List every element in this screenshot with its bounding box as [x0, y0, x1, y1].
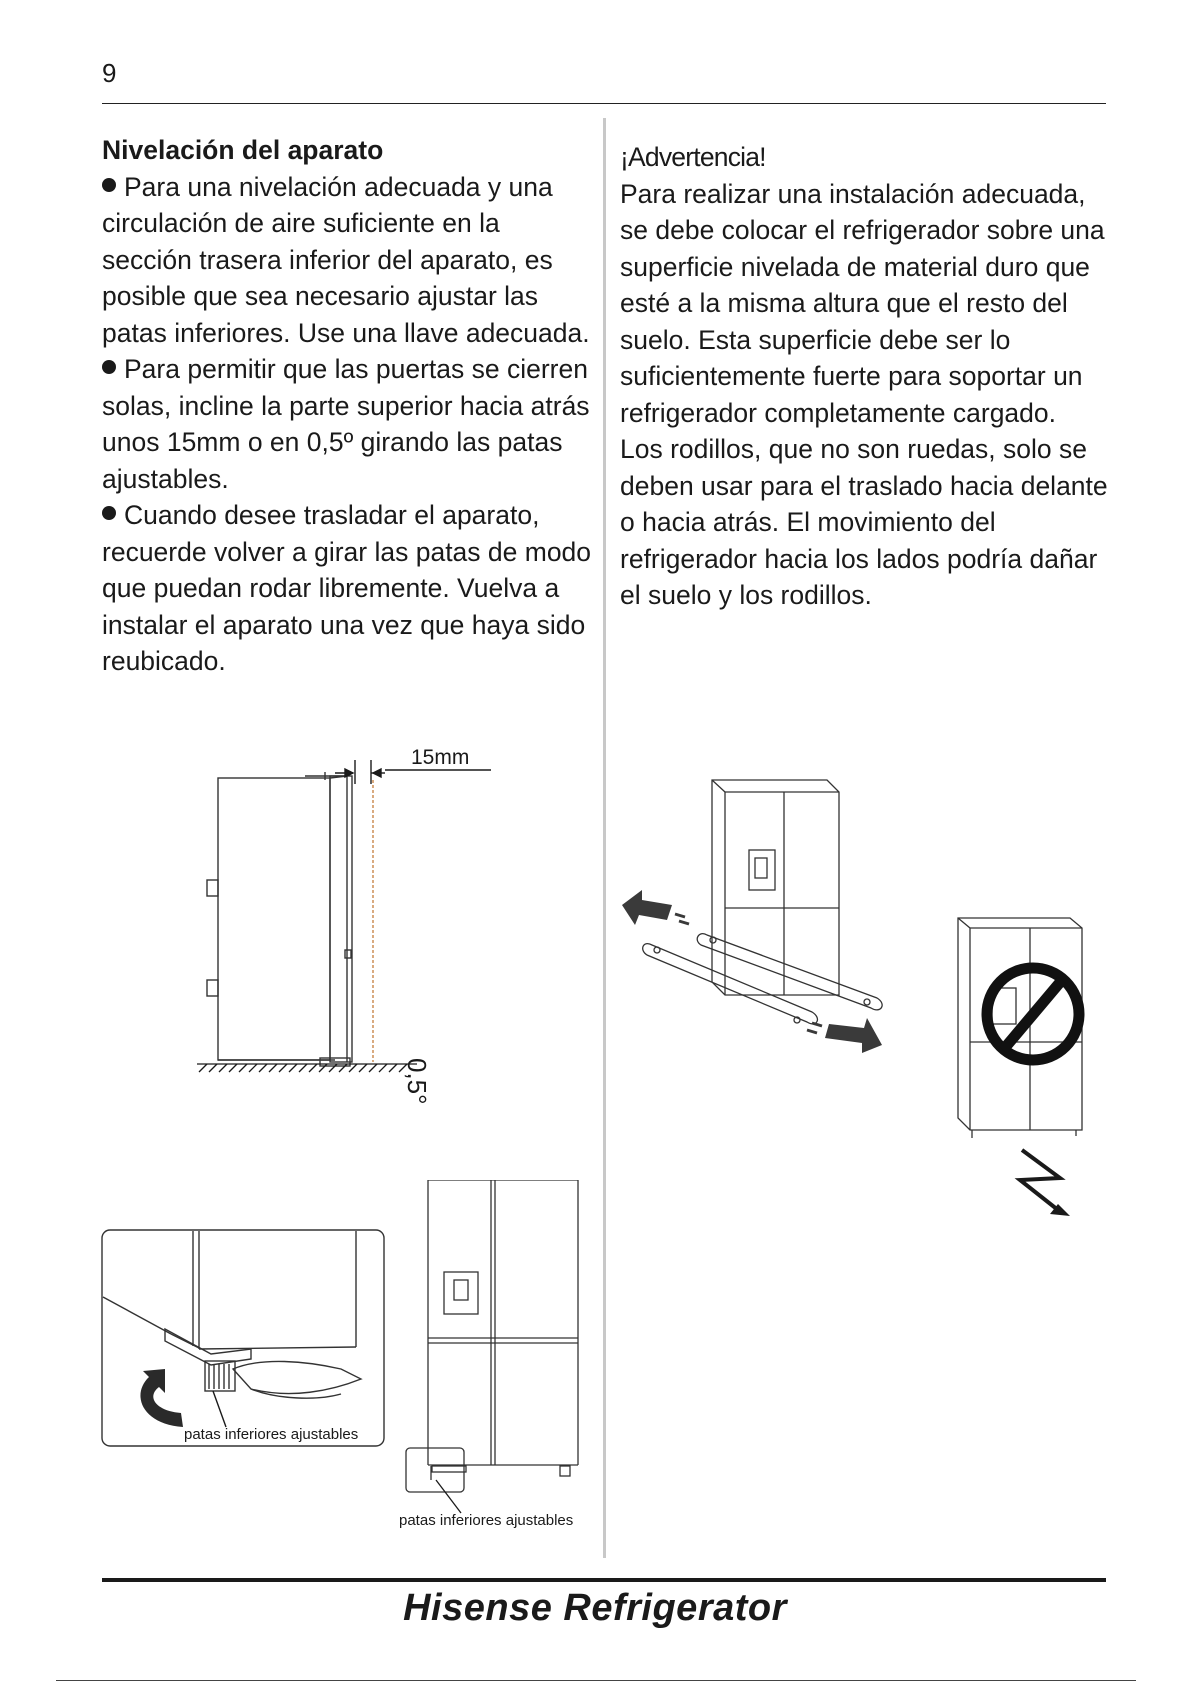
leveling-heading: Nivelación del aparato — [102, 135, 384, 165]
leveling-bullet-3: Cuando desee trasladar el aparato, recuerde volver a girar las patas de modo que puedan rodar libremente. Vuelva a instalar el aparato una vez que haya sido reubicado. — [102, 500, 592, 676]
bullet-icon — [102, 178, 116, 192]
leveling-bullet-2: Para permitir que las puertas se cierren solas, incline la parte superior hacia atrás unos 15mm o en 0,5º girando las patas ajustables. — [102, 354, 590, 494]
front-view-figure — [396, 1180, 596, 1530]
page-number: 9 — [102, 58, 117, 88]
warning-section — [620, 139, 1110, 614]
legs-front-label: patas inferiores ajustables — [399, 1512, 574, 1529]
warning-paragraph-2: Los rodillos, que no son ruedas, solo se deben usar para el traslado hacia delante o hacia atrás. El movimiento del refrigerador hacia los lados podría dañar el suelo y los rodillos. — [620, 434, 1108, 610]
column-divider — [603, 118, 606, 1558]
footer-rule — [56, 1680, 1136, 1681]
legs-closeup-figure — [101, 1229, 385, 1447]
tilt-side-view-figure — [185, 740, 505, 1140]
legs-closeup-label: patas inferiores ajustables — [184, 1426, 359, 1443]
bullet-icon — [102, 506, 116, 520]
top-rule — [102, 103, 1106, 104]
sideways-prohibited-figure — [950, 910, 1100, 1220]
tilt-measure-label: 15mm — [411, 746, 470, 769]
rollers-movement-figure — [617, 770, 897, 1055]
bottom-rule — [102, 1578, 1106, 1582]
leveling-section — [102, 132, 592, 680]
brand-footer: Hisense Refrigerator — [403, 1587, 787, 1629]
bullet-icon — [102, 360, 116, 374]
leveling-bullet-1: Para una nivelación adecuada y una circulación de aire suficiente en la sección trasera inferior del aparato, es posible que sea necesario ajustar las patas inferiores. Use una llave adecuada. — [102, 171, 590, 348]
tilt-angle-label: 0,5° — [402, 1058, 432, 1105]
warning-heading: ¡Advertencia! — [620, 142, 766, 172]
prohibition-icon — [987, 968, 1079, 1060]
warning-paragraph-1: Para realizar una instalación adecuada, se debe colocar el refrigerador sobre una superficie nivelada de material duro que esté a la misma altura que el resto del suelo. Esta superficie debe ser lo suficientemente fuerte para soportar un refrigerador completamente cargado. — [620, 178, 1105, 428]
